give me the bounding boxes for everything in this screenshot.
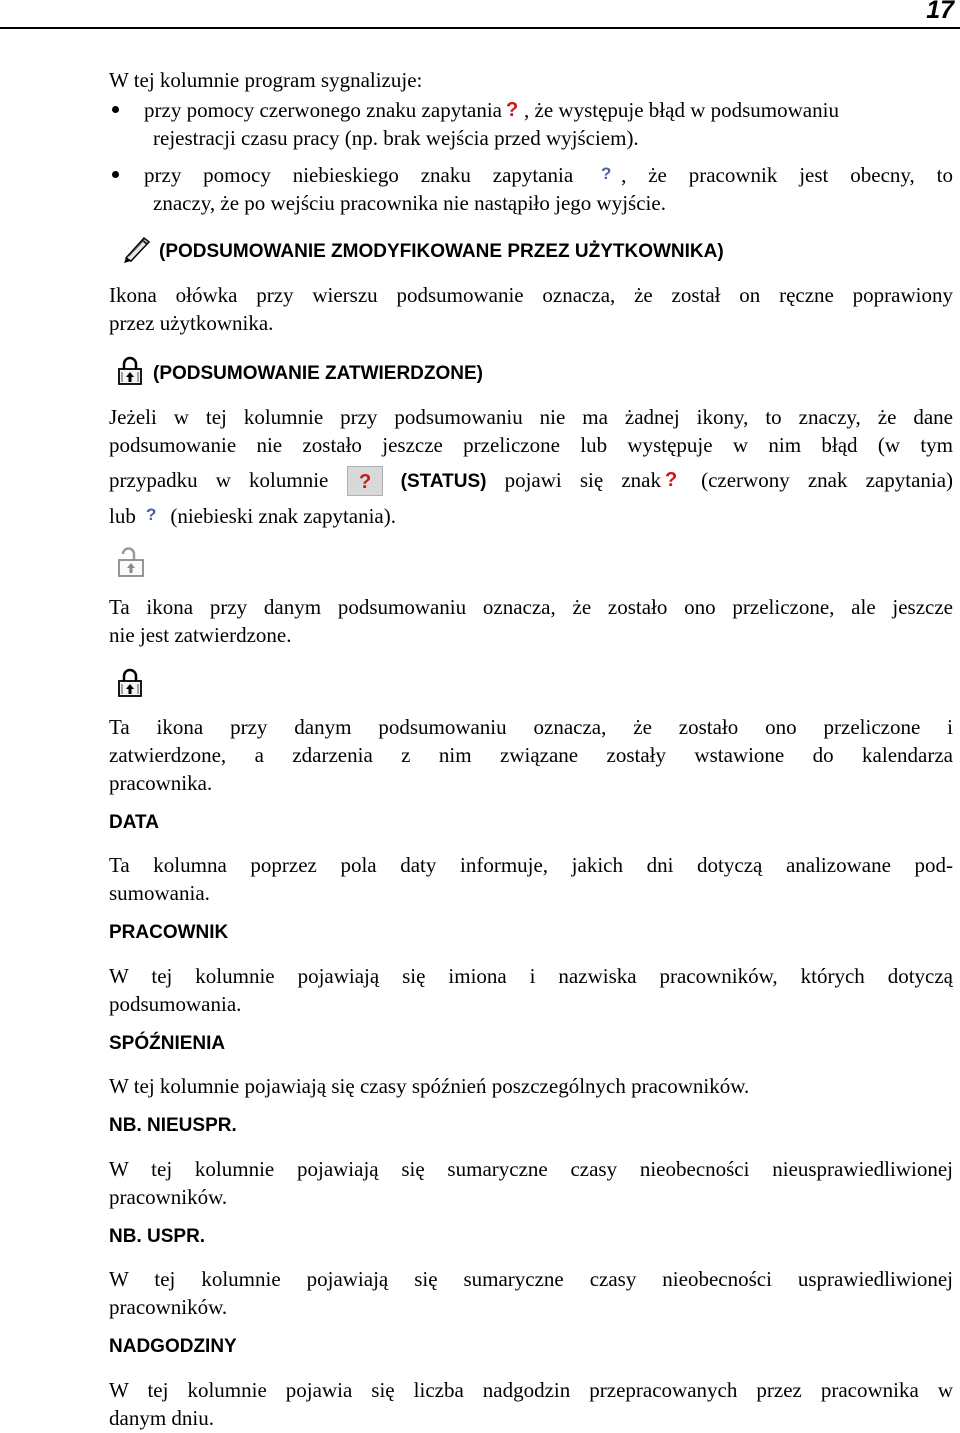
red-question-icon [661,468,683,490]
section-heading-data: DATA [109,812,159,833]
open-lock-icon [116,546,146,578]
lock-icon [116,668,144,698]
section-nadgodziny-line-2: danym dniu. [109,1406,214,1430]
closed-lock-line-2: zatwierdzone, a zdarzenia z nim związane zostały wstawione do kalendarza [109,743,953,767]
svg-text:?: ? [358,471,371,493]
intro-text: W tej kolumnie program sygnalizuje: [109,68,423,92]
bullet-1-line-1 [144,96,839,124]
section-nb-nieuspr-line-1: W tej kolumnie pojawiają się sumaryczne czasy nieobecności nieusprawiedliwionej [109,1157,953,1181]
approved-line-1: Jeżeli w tej kolumnie przy podsumowaniu nie ma żadnej ikony, to znaczy, że dane [109,405,953,429]
bullet-2-post: , że pracownik jest obecny, to [621,163,953,187]
section-heading-nadgodziny: NADGODZINY [109,1336,237,1357]
blue-question-icon [141,504,165,526]
page-number: 17 [926,0,954,24]
section-heading-pracownik: PRACOWNIK [109,922,229,943]
closed-lock-line-1: Ta ikona przy danym podsumowaniu oznacza, że zostało ono przeliczone i [109,715,953,739]
section-nb-uspr-line-2: pracowników. [109,1295,228,1319]
status-column-header-icon [347,466,383,496]
modified-heading: (PODSUMOWANIE ZMODYFIKOWANE PRZEZ UŻYTKOWNIKA) [159,241,724,262]
open-lock-line-1: Ta ikona przy danym podsumowaniu oznacza, że zostało ono przeliczone, ale jeszcze [109,595,953,619]
bullet-2-pre: przy pomocy niebieskiego znaku zapytania [144,163,574,187]
lock-icon [116,356,144,386]
section-pracownik-line-1: W tej kolumnie pojawiają się imiona i nazwiska pracowników, których dotyczą [109,964,953,988]
closed-lock-line-3: pracownika. [109,771,213,795]
open-lock-line-2: nie jest zatwierdzone. [109,623,292,647]
section-nb-nieuspr-line-2: pracowników. [109,1185,228,1209]
bullet-1-dot [112,106,119,113]
status-label: (STATUS) [400,471,487,492]
approved-heading: (PODSUMOWANIE ZATWIERDZONE) [153,363,484,384]
svg-text:?: ? [601,164,612,183]
bullet-1-line-2: rejestracji czasu pracy (np. brak wejścia przed wyjściem). [153,126,639,150]
bullet-2-line-2: znaczy, że po wejściu pracownika nie nastąpiło jego wyjście. [153,191,666,215]
modified-line-1: Ikona ołówka przy wierszu podsumowanie oznacza, że został on ręczne poprawiony [109,283,953,307]
section-pracownik-line-2: podsumowania. [109,992,242,1016]
approved-line-3-a: przypadku w kolumnie [109,468,329,492]
section-spoznienia-line-1: W tej kolumnie pojawiają się czasy spóźnień poszczególnych pracowników. [109,1074,750,1098]
bullet-2-line-1 [144,161,953,189]
svg-text:?: ? [506,99,519,120]
section-data-line-1: Ta kolumna poprzez pola daty informuje, jakich dni dotyczą analizowane pod- [109,853,953,877]
blue-question-icon [595,163,621,185]
approved-line-4 [109,502,396,530]
pencil-icon [120,232,152,264]
section-nb-uspr-line-1: W tej kolumnie pojawiają się sumaryczne czasy nieobecności usprawiedliwionej [109,1267,953,1291]
approved-line-2: podsumowanie nie zostało jeszcze przeliczone lub występuje w nim błąd (w tym [109,433,953,457]
svg-text:?: ? [664,469,678,490]
section-data-line-2: sumowania. [109,881,210,905]
svg-text:?: ? [146,505,157,524]
approved-line-4-b: (niebieski znak zapytania). [170,504,396,528]
bullet-1-pre: przy pomocy czerwonego znaku zapytania [144,98,503,122]
section-heading-nb-uspr: NB. USPR. [109,1226,206,1247]
section-heading-nb-nieuspr: NB. NIEUSPR. [109,1115,237,1136]
red-question-icon [502,98,524,120]
section-heading-spoznienia: SPÓŹNIENIA [109,1033,226,1054]
approved-line-3 [109,466,953,496]
modified-line-2: przez użytkownika. [109,311,274,335]
approved-line-4-a: lub [109,504,136,528]
bullet-1-post: , że występuje błąd w podsumowaniu [524,98,839,122]
section-nadgodziny-line-1: W tej kolumnie pojawia się liczba nadgodzin przepracowanych przez pracownika w [109,1378,953,1402]
approved-line-3-c: (czerwony znak zapytania) [701,468,954,492]
bullet-2-dot [112,171,119,178]
header-rule [0,27,960,29]
approved-line-3-b: pojawi się znak [504,468,661,492]
